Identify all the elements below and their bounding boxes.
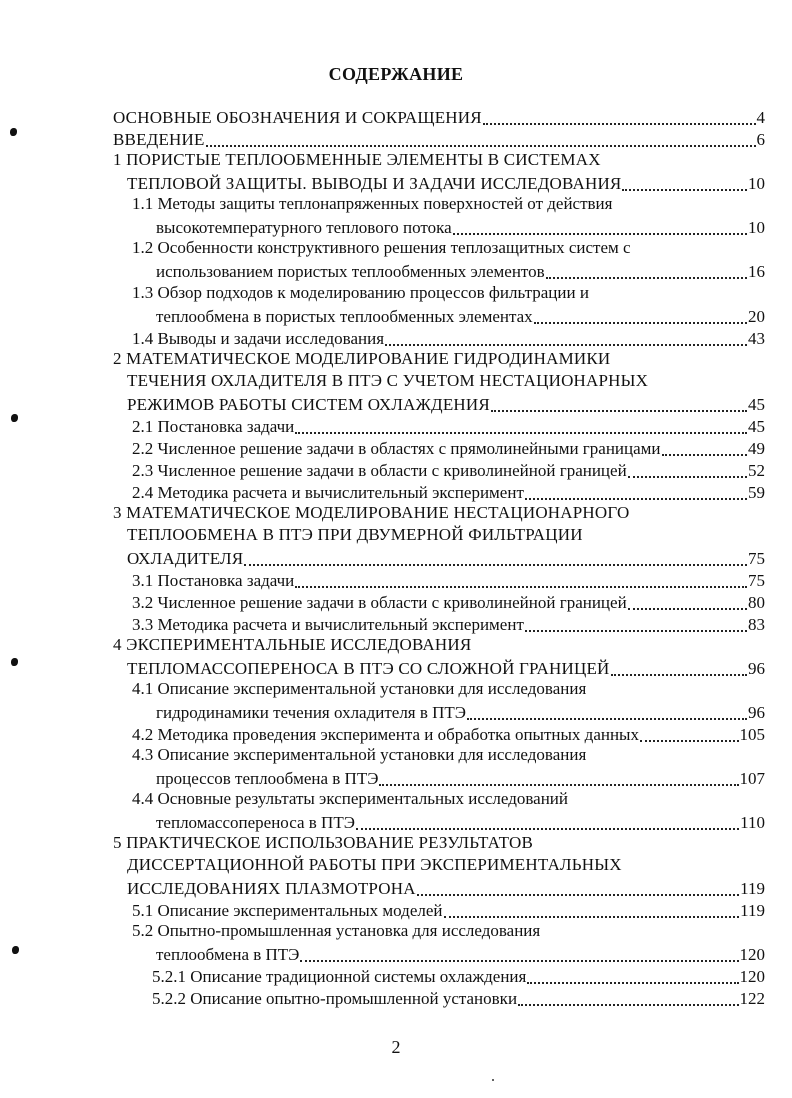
scan-artifact-mark	[10, 128, 17, 136]
toc-entry[interactable]: 5.2 Опытно-промышленная установка для исследования	[132, 921, 541, 940]
toc-entry[interactable]: 4.1 Описание экспериментальной установки для исследования	[132, 679, 587, 698]
toc-entry[interactable]: тепломассопереноса в ПТЭ 110	[156, 813, 765, 832]
scan-artifact-speck	[492, 1079, 494, 1081]
toc-entry[interactable]: 3.3 Методика расчета и вычислительный эксперимент 83	[132, 615, 765, 634]
toc-entry[interactable]: 2.4 Методика расчета и вычислительный эксперимент 59	[132, 483, 765, 502]
toc-entry[interactable]: ТЕПЛОМАССОПЕРЕНОСА В ПТЭ СО СЛОЖНОЙ ГРАНИЦЕЙ 96	[127, 659, 765, 678]
toc-entry[interactable]: 1.1 Методы защиты теплонапряженных поверхностей от действия	[132, 194, 613, 213]
toc-entry[interactable]: 1.2 Особенности конструктивного решения теплозащитных систем с	[132, 238, 631, 257]
page-title: СОДЕРЖАНИЕ	[328, 64, 464, 84]
toc-entry[interactable]: ТЕПЛООБМЕНА В ПТЭ ПРИ ДВУМЕРНОЙ ФИЛЬТРАЦИИ	[127, 525, 583, 544]
toc-entry[interactable]: 5.2.1 Описание традиционной системы охлаждения 120	[152, 967, 765, 986]
toc-entry[interactable]: теплообмена в ПТЭ 120	[156, 945, 765, 964]
toc-entry[interactable]: 5.1 Описание экспериментальных моделей 119	[132, 901, 765, 920]
scan-artifact-mark	[11, 658, 18, 666]
toc-entry[interactable]: 3.2 Численное решение задачи в области с криволинейной границей 80	[132, 593, 765, 612]
toc-entry[interactable]: 1.4 Выводы и задачи исследования 43	[132, 329, 765, 348]
toc-entry[interactable]: процессов теплообмена в ПТЭ 107	[156, 769, 765, 788]
toc-entry[interactable]: высокотемпературного теплового потока 10	[156, 218, 765, 237]
toc-entry[interactable]: ИССЛЕДОВАНИЯХ ПЛАЗМОТРОНА 119	[127, 879, 765, 898]
toc-entry[interactable]: РЕЖИМОВ РАБОТЫ СИСТЕМ ОХЛАЖДЕНИЯ 45	[127, 395, 765, 414]
toc-entry[interactable]: 4.4 Основные результаты экспериментальных исследований	[132, 789, 568, 808]
toc-entry[interactable]: 2 МАТЕМАТИЧЕСКОЕ МОДЕЛИРОВАНИЕ ГИДРОДИНАМИКИ	[113, 349, 611, 368]
toc-entry[interactable]: 4.2 Методика проведения эксперимента и обработка опытных данных 105	[132, 725, 765, 744]
toc-entry[interactable]: ДИССЕРТАЦИОННОЙ РАБОТЫ ПРИ ЭКСПЕРИМЕНТАЛЬНЫХ	[127, 855, 622, 874]
toc-entry[interactable]: 4 ЭКСПЕРИМЕНТАЛЬНЫЕ ИССЛЕДОВАНИЯ	[113, 635, 472, 654]
toc-entry[interactable]: ОХЛАДИТЕЛЯ 75	[127, 549, 765, 568]
toc-entry[interactable]: 1 ПОРИСТЫЕ ТЕПЛООБМЕННЫЕ ЭЛЕМЕНТЫ В СИСТЕМАХ	[113, 150, 601, 169]
toc-entry[interactable]: использованием пористых теплообменных элементов 16	[156, 262, 765, 281]
toc-entry[interactable]: ОСНОВНЫЕ ОБОЗНАЧЕНИЯ И СОКРАЩЕНИЯ 4	[113, 108, 765, 127]
toc-entry[interactable]: ВВЕДЕНИЕ 6	[113, 130, 765, 149]
toc-entry[interactable]: ТЕПЛОВОЙ ЗАЩИТЫ. ВЫВОДЫ И ЗАДАЧИ ИССЛЕДОВАНИЯ 10	[127, 174, 765, 193]
toc-entry[interactable]: 2.3 Численное решение задачи в области с криволинейной границей 52	[132, 461, 765, 480]
toc-entry[interactable]: гидродинамики течения охладителя в ПТЭ 96	[156, 703, 765, 722]
toc-entry[interactable]: ТЕЧЕНИЯ ОХЛАДИТЕЛЯ В ПТЭ С УЧЕТОМ НЕСТАЦИОНАРНЫХ	[127, 371, 649, 390]
toc-entry[interactable]: 2.1 Постановка задачи 45	[132, 417, 765, 436]
scan-artifact-mark	[11, 414, 18, 422]
toc-entry[interactable]: теплообмена в пористых теплообменных элементах 20	[156, 307, 765, 326]
toc-entry[interactable]: 3 МАТЕМАТИЧЕСКОЕ МОДЕЛИРОВАНИЕ НЕСТАЦИОНАРНОГО	[113, 503, 630, 522]
toc-entry[interactable]: 3.1 Постановка задачи 75	[132, 571, 765, 590]
toc-entry[interactable]: 5 ПРАКТИЧЕСКОЕ ИСПОЛЬЗОВАНИЕ РЕЗУЛЬТАТОВ	[113, 833, 534, 852]
toc-entry[interactable]: 1.3 Обзор подходов к моделированию процессов фильтрации и	[132, 283, 589, 302]
scan-artifact-mark	[12, 946, 19, 954]
page-number: 2	[391, 1037, 401, 1057]
toc-entry[interactable]: 2.2 Численное решение задачи в областях с прямолинейными границами 49	[132, 439, 765, 458]
toc-entry[interactable]: 5.2.2 Описание опытно-промышленной установки 122	[152, 989, 765, 1008]
toc-entry[interactable]: 4.3 Описание экспериментальной установки для исследования	[132, 745, 587, 764]
